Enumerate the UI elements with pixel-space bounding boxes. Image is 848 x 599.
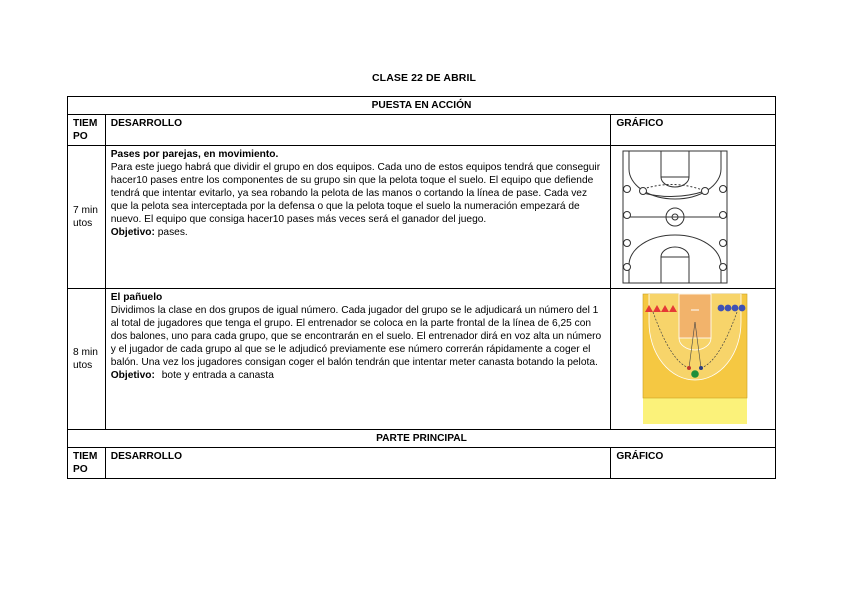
objective-text: bote y entrada a canasta [161,370,274,381]
activity-graphic-cell [611,289,776,430]
activity-row [68,289,776,430]
document-title: CLASE 22 DE ABRIL [372,72,476,84]
lesson-plan-table [67,96,776,479]
objective-label: Objetivo: [110,370,155,381]
activity-description-cell [105,146,611,289]
header-row [68,448,776,479]
basketball-court-diagram [613,149,765,285]
objective-label: Objetivo: [110,227,155,238]
section-row-main [68,430,776,448]
header-development: DESARROLLO [105,115,611,146]
header-graphic: GRÁFICO [611,448,776,479]
section-title-main: PARTE PRINCIPAL [68,430,776,448]
activity-row [68,146,776,289]
header-row [68,115,776,146]
activity-objective [111,369,606,382]
activity-graphic-cell [611,146,776,289]
activity-description: Para este juego habrá que dividir el grupo en dos equipos. Cada uno de estos equipos tendrá que conseguir hacer10 pases entre los componentes de su grupo sin que la pelota toque el suelo. El equipo que defiende tendrá que intentar evitarlo, ya sea robando la pelota de las manos o cortando la línea de pase. Cada vez que la pelota sea interceptada por la defensa o que la pelota toque el suelo la numeración empezará de nuevo. El equipo que consiga hacer10 pases más veces será el ganador del juego. [110,162,601,225]
objective-text: pases. [157,227,188,238]
activity-description-cell [105,289,611,430]
activity-time: 7 minutos [68,146,106,289]
activity-title: Pases por parejas, en movimiento. [110,149,279,160]
activity-objective [111,226,606,239]
header-time: TIEMPO [68,115,106,146]
section-row-warmup [68,97,776,115]
activity-title: El pañuelo [110,292,163,303]
activity-time: 8 minutos [68,289,106,430]
half-court-diagram [613,292,765,426]
header-time: TIEMPO [68,448,106,479]
header-graphic: GRÁFICO [611,115,776,146]
activity-description: Dividimos la clase en dos grupos de igual número. Cada jugador del grupo se le adjudicará un número del 1 al total de jugadores que tenga el grupo. El entrenador se coloca en la parte frontal de la línea de 6,25 con dos balones, uno para cada grupo, que se encontrarán en el suelo. El entrenador dirá en voz alta un número y el jugador de cada grupo al que se le adjudicó previamente ese número correrán rápidamente a coger el balón. Una vez los jugadores consigan coger el balón tendrán que intentar meter canasta botando la pelota. [110,305,602,368]
section-title-warmup: PUESTA EN ACCIÓN [68,97,776,115]
header-development: DESARROLLO [105,448,611,479]
